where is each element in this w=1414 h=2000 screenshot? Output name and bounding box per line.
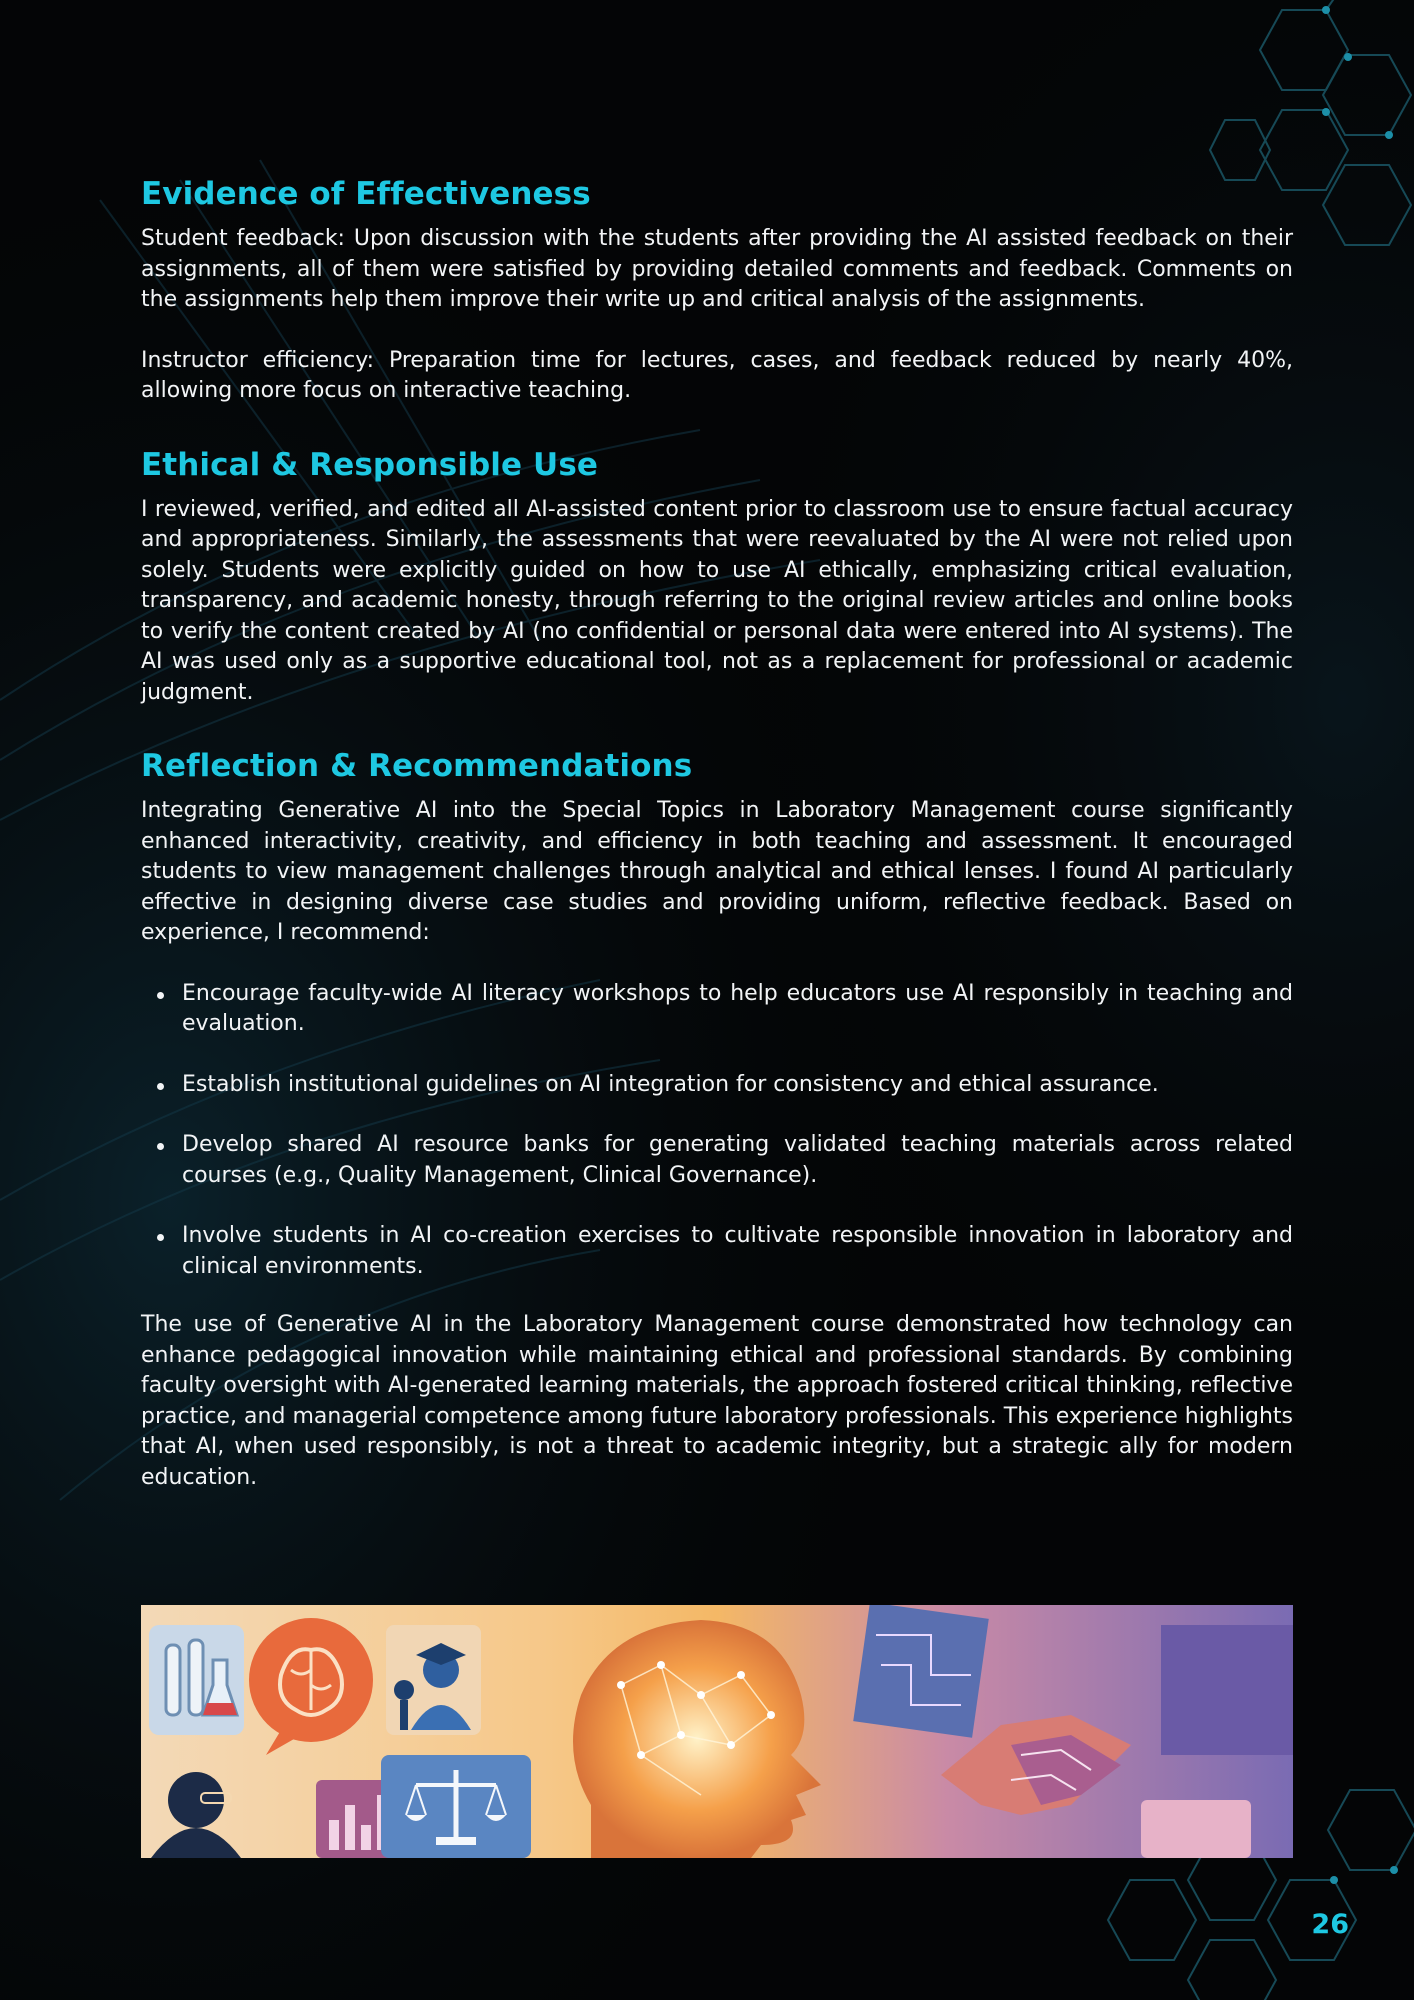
page-number: 26	[1311, 1909, 1349, 1940]
graduate-icon	[386, 1625, 481, 1735]
lab-flask-icon	[149, 1625, 244, 1735]
list-item: Establish institutional guidelines on AI integration for consistency and ethical assurance.	[182, 1070, 1293, 1101]
scales-of-justice-icon	[381, 1755, 531, 1858]
paragraph-instructor-efficiency: Instructor efficiency: Preparation time for lectures, cases, and feedback reduced by nearly 40%, allowing more focus on interactive teaching.	[141, 347, 1293, 403]
heading-reflection-recommendations: Reflection & Recommendations	[141, 748, 693, 784]
heading-evidence-of-effectiveness: Evidence of Effectiveness	[141, 176, 591, 212]
page-content	[141, 176, 1293, 1493]
paragraph-ethical-use: I reviewed, verified, and edited all AI-assisted content prior to classroom use to ensure factual accuracy and appropriateness. Similarly, the assessments that were reevaluated by the AI were not relied upon solely. Students were explicitly guided on how to use AI ethically, emphasizing critical evaluation, transparency, and academic honesty, through referring to the original review articles and online books to verify the content created by AI (no confidential or personal data were entered into AI systems). The AI was used only as a supportive educational tool, not as a replacement for professional or academic judgment.	[141, 496, 1293, 705]
list-item: Encourage faculty-wide AI literacy workshops to help educators use AI responsibly in teaching and evaluation.	[182, 979, 1293, 1040]
paragraph-student-feedback: Student feedback: Upon discussion with the students after providing the AI assisted feedback on their assignments, all of them were satisfied by providing detailed comments and feedback. Comments on the assignments help them improve their write up and critical analysis of the assignments.	[141, 226, 1293, 312]
list-item: Develop shared AI resource banks for generating validated teaching materials across related courses (e.g., Quality Management, Clinical Governance).	[182, 1130, 1293, 1191]
paragraph-reflection-intro: Integrating Generative AI into the Special Topics in Laboratory Management course significantly enhanced interactivity, creativity, and efficiency in both teaching and assessment. It encouraged students to view management challenges through analytical and ethical lenses. I found AI particularly effective in designing diverse case studies and providing uniform, reflective feedback. Based on experience, I recommend:	[141, 798, 1293, 945]
recommendations-list	[141, 979, 1293, 1283]
ai-education-illustration	[141, 1605, 1293, 1858]
paragraph-conclusion: The use of Generative AI in the Laboratory Management course demonstrated how technology can enhance pedagogical innovation while maintaining ethical and professional standards. By combining faculty oversight with AI-generated learning materials, the approach fostered critical thinking, reflective practice, and managerial competence among future laboratory professionals. This experience highlights that AI, when used responsibly, is not a threat to academic integrity, but a strategic ally for modern education.	[141, 1312, 1293, 1490]
circuit-board-icon	[853, 1605, 989, 1738]
list-item: Involve students in AI co-creation exercises to cultivate responsible innovation in laboratory and clinical environments.	[182, 1221, 1293, 1282]
heading-ethical-responsible-use: Ethical & Responsible Use	[141, 446, 598, 483]
